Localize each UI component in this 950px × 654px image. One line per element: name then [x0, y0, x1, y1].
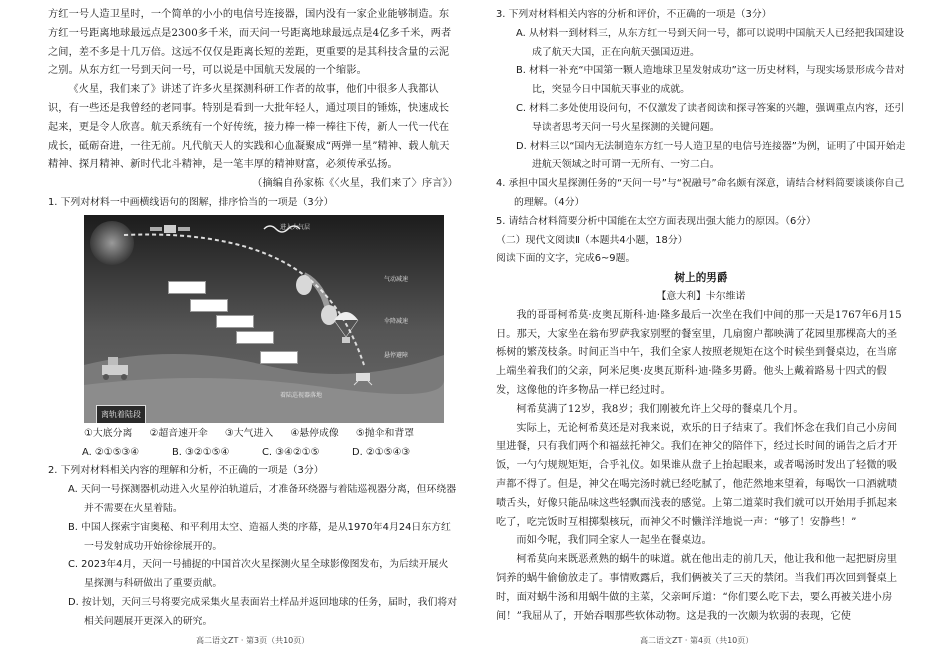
story-author: 【意大利】卡尔维诺 [656, 290, 746, 302]
q1-choice-d[interactable]: D. ②①⑤④③ [352, 446, 411, 458]
q2-option-b[interactable]: B. 中国人探索宇宙奥秘、和平利用太空、造福人类的序幕，是从1970年4月24日东方红一号发射成功开始徐徐展开的。 [68, 521, 451, 552]
right-page [496, 6, 906, 626]
story-para-5: 柯希莫向来既恶煮熟的蜗牛的味道。就在他出走的前几天，他让我和他一起把厨房里饲养的蜗牛偷偷放走了。事情败露后，我们俩被关了三天的禁闭。当我们再次回到餐桌上时，面对蜗牛汤和用蜗牛做的主菜，父亲呵斥道：“你们要么吃下去，要么再被关进小房间！”我屈从了，开始吞咽那些软体动物。这是我的一次颇为软弱的表现，它使 [496, 554, 898, 622]
q3-option-a[interactable]: A. 从材料一到材料三，从东方红一号到天问一号，都可以说明中国航天人已经把我国建设成了航天大国，正在向航天强国迈进。 [516, 27, 905, 58]
answer-blank-3[interactable] [216, 315, 254, 328]
figure-label-6: 进入大气层 [280, 223, 311, 231]
landing-steps [48, 425, 458, 444]
answer-blank-5[interactable] [260, 351, 298, 364]
figure-label-1: 离轨着陆段 [96, 405, 146, 423]
reading-instruction: 阅读下面的文字，完成6~9题。 [496, 253, 636, 265]
left-page-footer: 高二语文ZT · 第3页（共10页） [196, 636, 310, 645]
answer-blank-4[interactable] [236, 331, 274, 344]
q2-option-a[interactable]: A. 天问一号探测器机动进入火星停泊轨道后，才准备环绕器与着陆巡视器分离，但环绕器并不需要在火星着陆。 [68, 484, 457, 514]
figure-label-3: 悬停避障 [384, 351, 409, 359]
mars-landing-diagram [84, 215, 444, 423]
answer-blank-2[interactable] [190, 299, 228, 312]
question-2-stem: 2. 下列对材料相关内容的理解和分析，不正确的一项是（3分） [48, 465, 324, 477]
right-page-footer: 高二语文ZT · 第4页（共10页） [640, 636, 754, 645]
figure-label-5: 气动减速 [384, 275, 409, 283]
passage-source: （摘编自孙家栋《〈火星，我们来了〉序言》） [252, 178, 458, 190]
story-para-3: 实际上，无论柯希莫还是对我来说，欢乐的日子结束了。我们怀念在我们自己小房间里进餐，只有我们两个和福兹托神父。我们在神父的陪伴下，经过长时间的诵告之后才开饭，一勺勺规规矩矩，合乎礼仪。如果谁从盘子上抬起眼来，或者喝汤时发出了轻微的吸声都不得了。但是，神父在喝完汤时就已经吃腻了，他茫然地来望着，每喝饮一口酒就啧啧舌头，好像只能品味这些轻飘而浅表的感觉。上第二道菜时我们就可以开始用手抓起来吃了，吃完饭时互相掷梨核玩，而神父不时懒洋洋地说一声：“够了！安静些！” [496, 422, 898, 528]
section-heading: （二）现代文阅读Ⅱ（本题共4小题，18分） [496, 234, 688, 246]
passage-para-1: 方红一号人造卫星时，一个简单的小小的电信号连接器，国内没有一家企业能够制造。东方红一号距离地球最远点是2300多千米，而天问一号距离地球最远点是4亿多千米，两者之间，差不多是十几万倍。这远不仅仅是距离长短的差距，更重要的是其科技含量的云泥之别。从东方红一号到天问一号，可以说是中国航天发展的一个缩影。 [48, 9, 452, 77]
step-4: ④悬停成像 [290, 427, 339, 439]
q3-option-c[interactable]: C. 材料二多处使用设问句，不仅激发了读者阅读和探寻答案的兴趣，强调重点内容，还引导读者思考天问一号火星探测的关键问题。 [516, 102, 905, 133]
question-3-stem: 3. 下列对材料相关内容的分析和评价，不正确的一项是（3分） [496, 9, 772, 20]
figure-label-2: 着陆巡视器落地 [280, 391, 323, 399]
passage-para-2: 《火星，我们来了》讲述了许多火星探测科研工作者的故事，他们中很多人我都认识，有一些还是我曾经的老同事。特别是看到一大批年轻人，通过项目的锤炼，快速成长起来，更是令人欣喜。航天系统有一个好传统，接力棒一棒一棒往下传，新人一代一代在成长，砥砺奋进，一往无前。凡代航天人的实践和心血凝聚成“两弹一星”精神、载人航天精神、探月精神、新时代北斗精神，是一笔丰厚的精神财富，必须传承弘扬。 [48, 84, 450, 171]
story-para-2: 柯希莫满了12岁，我8岁；我们刚被允许上父母的餐桌几个月。 [516, 403, 804, 415]
question-5: 5. 请结合材料简要分析中国能在太空方面表现出强大能力的原因。（6分） [496, 215, 817, 227]
step-2: ②超音速开伞 [149, 427, 208, 439]
story-para-4: 而如今呢，我们同全家人一起坐在餐桌边。 [516, 535, 712, 547]
question-1-stem: 1. 下列对材料一中画横线语句的图解，排序恰当的一项是（3分） [48, 196, 334, 208]
q2-option-d[interactable]: D. 按计划，天问三号将要完成采集火星表面岩土样品并返回地球的任务，届时，我们将对相关问题展开更深入的研究。 [68, 596, 458, 627]
q3-option-b[interactable]: B. 材料一补充“中国第一颗人造地球卫星发射成功”这一历史材料，与现实场景形成今昔对比，突显今日中国航天事业的成就。 [516, 65, 905, 96]
q2-option-c[interactable]: C. 2023年4月，天问一号捕捉的中国首次火星探测火星全球影像图发布，为后续开展火星探测与科研做出了重要贡献。 [68, 559, 449, 590]
q1-choice-a[interactable]: A. ②①⑤③④ [82, 446, 140, 458]
q3-option-d[interactable]: D. 材料三以“国内无法制造东方红一号人造卫星的电信号连接器”为例，证明了中国开始走进航天领域之时可谓一无所有、一穷二白。 [516, 140, 906, 171]
question-4: 4. 承担中国火星探测任务的“天问一号”与“祝融号”命名颇有深意，请结合材料简要谈谈你自己的理解。（4分） [496, 178, 905, 208]
step-3: ③大气进入 [224, 427, 274, 439]
step-1: ①大底分离 [84, 427, 133, 439]
story-para-1: 我的哥哥柯希莫·皮奥瓦斯科·迪·隆多最后一次坐在我们中间的那一天是1767年6月15日。那天，大家坐在翁布罗萨我家别墅的餐室里，几扇窗户都映满了花园里那棵高大的圣栎树的繁茂枝条。时间正当中午，我们全家人按照老规矩在这个时候坐到餐桌边，在当席上端坐着我们的父亲，阿米尼奥·皮奥瓦斯科·迪·隆多男爵。他头上戴着路易十四式的假发，这像他的许多物品一样已经过时。 [496, 309, 902, 396]
left-page [48, 6, 458, 632]
figure-label-4: 伞降减速 [384, 317, 409, 325]
q1-choice-c[interactable]: C. ③④②①⑤ [262, 446, 320, 458]
mars-globe-icon [90, 221, 134, 265]
step-5: ⑤抛伞和背罩 [355, 427, 415, 439]
q1-choice-b[interactable]: B. ③②①⑤④ [172, 446, 230, 458]
answer-blank-1[interactable] [168, 281, 206, 294]
story-title: 树上的男爵 [674, 272, 728, 285]
question-1-choices [48, 444, 458, 463]
